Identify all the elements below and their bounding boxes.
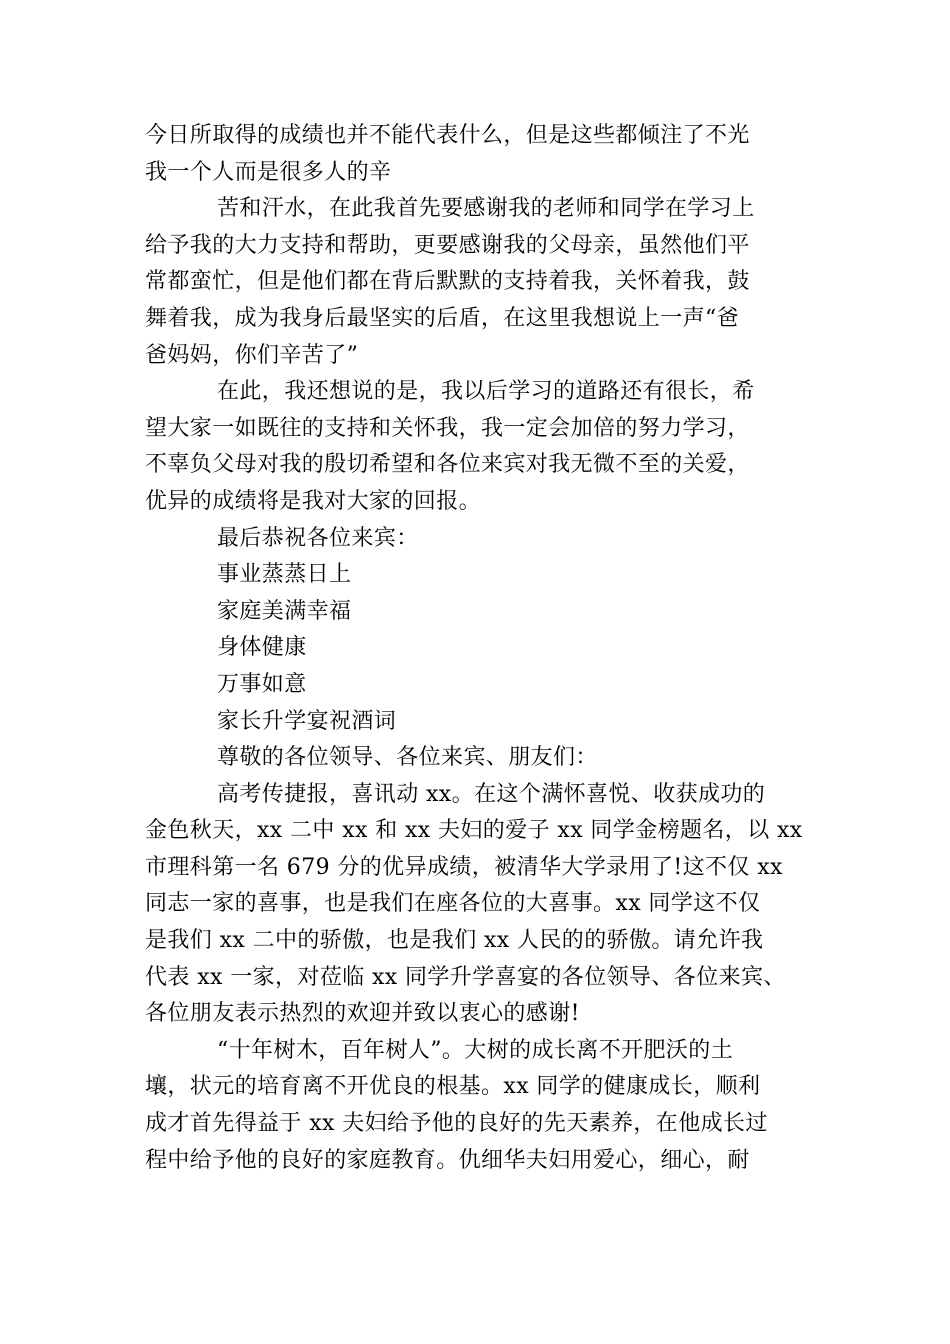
text-line: 成才首先得益于 xx 夫妇给予他的良好的先天素养，在他成长过 <box>145 1111 768 1137</box>
text-line: 身体健康 <box>217 635 307 661</box>
text-line: 事业蒸蒸日上 <box>217 562 352 588</box>
text-line: 家长升学宴祝酒词 <box>217 708 397 734</box>
text-line: 我一个人而是很多人的辛 <box>145 159 392 185</box>
text-line: 今日所取得的成绩也并不能代表什么，但是这些都倾注了不光 <box>145 123 750 148</box>
text-line: 在此，我还想说的是，我以后学习的道路还有很长，希 <box>217 379 755 405</box>
text-line: 家庭美满幸福 <box>217 598 352 624</box>
text-line: 壤，状元的培育离不开优良的根基。xx 同学的健康成长，顺利 <box>145 1074 761 1100</box>
document-body <box>145 118 815 1179</box>
text-line: 常都蛮忙，但是他们都在背后默默的支持着我，关怀着我，鼓 <box>145 269 750 295</box>
text-line: “十年树木，百年树人”。大树的成长离不开肥沃的土 <box>217 1037 734 1063</box>
text-line: 高考传捷报，喜讯动 xx。在这个满怀喜悦、收获成功的 <box>217 781 766 807</box>
text-line: 市理科第一名 679 分的优异成绩，被清华大学录用了!这不仅 xx <box>145 854 783 880</box>
text-line: 优异的成绩将是我对大家的回报。 <box>145 488 482 514</box>
text-line: 是我们 xx 二中的骄傲，也是我们 xx 人民的的骄傲。请允许我 <box>145 928 764 954</box>
text-line: 最后恭祝各位来宾： <box>217 525 419 551</box>
text-line: 同志一家的喜事，也是我们在座各位的大喜事。xx 同学这不仅 <box>145 891 761 917</box>
text-line: 尊敬的各位领导、各位来宾、朋友们： <box>217 745 598 771</box>
text-line: 金色秋天，xx 二中 xx 和 xx 夫妇的爱子 xx 同学金榜题名，以 xx <box>145 818 803 844</box>
text-line: 舞着我，成为我身后最坚实的后盾，在这里我想说上一声“爸 <box>145 305 740 331</box>
text-line: 万事如意 <box>217 671 307 697</box>
text-line: 爸妈妈，你们辛苦了” <box>145 342 359 368</box>
text-line: 不辜负父母对我的殷切希望和各位来宾对我无微不至的关爱， <box>145 452 750 478</box>
text-line: 苦和汗水，在此我首先要感谢我的老师和同学在学习上 <box>217 196 755 222</box>
text-line: 望大家一如既往的支持和关怀我，我一定会加倍的努力学习， <box>145 415 750 441</box>
text-line: 代表 xx 一家，对莅临 xx 同学升学喜宴的各位领导、各位来宾、 <box>145 964 786 990</box>
text-line: 程中给予他的良好的家庭教育。仇细华夫妇用爱心，细心，耐 <box>145 1147 750 1173</box>
text-line: 给予我的大力支持和帮助，更要感谢我的父母亲，虽然他们平 <box>145 232 750 258</box>
text-line: 各位朋友表示热烈的欢迎并致以衷心的感谢! <box>145 1001 580 1027</box>
